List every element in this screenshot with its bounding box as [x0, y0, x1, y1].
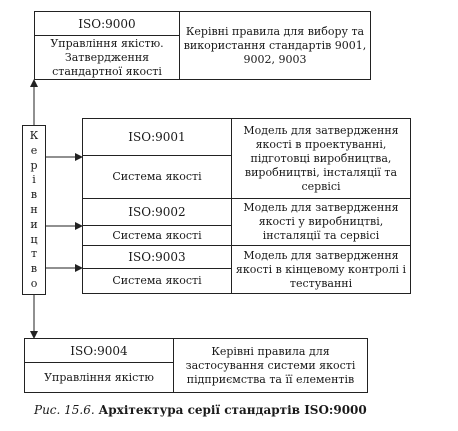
iso9002-code	[82, 198, 232, 226]
side-label-letter: н	[30, 202, 38, 216]
iso9001-code	[82, 118, 232, 156]
iso9001-desc-text: Модель для затвердження якості в проектуванні, підготовці виробництва, виробництві, інсталяції та сервісі	[243, 123, 399, 193]
iso9000-code-text: ISO:9000	[78, 16, 136, 31]
side-label-kerivnytstvo	[22, 125, 46, 295]
iso9004-desc	[173, 338, 368, 393]
iso9000-subtitle	[34, 35, 180, 80]
iso9002-subtitle-text: Система якості	[112, 228, 202, 242]
iso9004-subtitle-text: Управління якістю	[44, 370, 154, 384]
side-label-letter: ц	[30, 232, 38, 246]
side-label-letter: в	[30, 188, 38, 202]
side-label-letter: т	[30, 247, 38, 261]
side-label-letter: К	[29, 129, 39, 142]
iso9004-code-text: ISO:9004	[70, 343, 128, 358]
iso9001-code-text: ISO:9001	[128, 130, 186, 144]
iso9002-code-text: ISO:9002	[128, 205, 186, 219]
iso9000-subtitle-text: Управління якістю. Затвердження стандартної якості	[50, 36, 164, 78]
side-label-letter: е	[30, 143, 38, 157]
iso9000-code	[34, 11, 180, 36]
iso9002-desc-text: Модель для затвердження якості у виробництві, інсталяції та сервісі	[243, 201, 399, 242]
iso9002-subtitle	[82, 225, 232, 246]
iso9001-subtitle	[82, 155, 232, 199]
iso9004-code	[24, 338, 174, 363]
side-label-letter: и	[30, 217, 38, 231]
iso9001-desc	[231, 118, 411, 199]
figure-caption	[34, 403, 444, 417]
iso9004-desc-text: Керівні правила для застосування системи якості підприємства та її елементів	[185, 344, 356, 386]
iso9003-subtitle-text: Система якості	[112, 274, 202, 287]
iso9003-code	[82, 245, 232, 269]
iso9003-desc-text: Модель для затвердження якості в кінцевому контролі і тестуванні	[235, 248, 407, 290]
side-label-letter: в	[30, 262, 38, 276]
iso9003-desc	[231, 245, 411, 294]
side-label-letter: р	[30, 158, 38, 172]
iso9000-desc-text: Керівні правила для вибору та використання стандартів 9001, 9002, 9003	[183, 24, 367, 66]
iso9002-desc	[231, 198, 411, 246]
side-label-letter: і	[32, 173, 36, 187]
side-label-letter: о	[30, 276, 38, 290]
caption-title: Архітектура серії стандартів ISO:9000	[98, 403, 367, 417]
iso9003-subtitle	[82, 268, 232, 294]
iso9000-desc	[179, 11, 371, 80]
caption-prefix: Рис. 15.6.	[34, 403, 95, 417]
iso9001-subtitle-text: Система якості	[112, 170, 202, 183]
iso9004-subtitle	[24, 362, 174, 393]
iso9003-code-text: ISO:9003	[128, 250, 186, 264]
